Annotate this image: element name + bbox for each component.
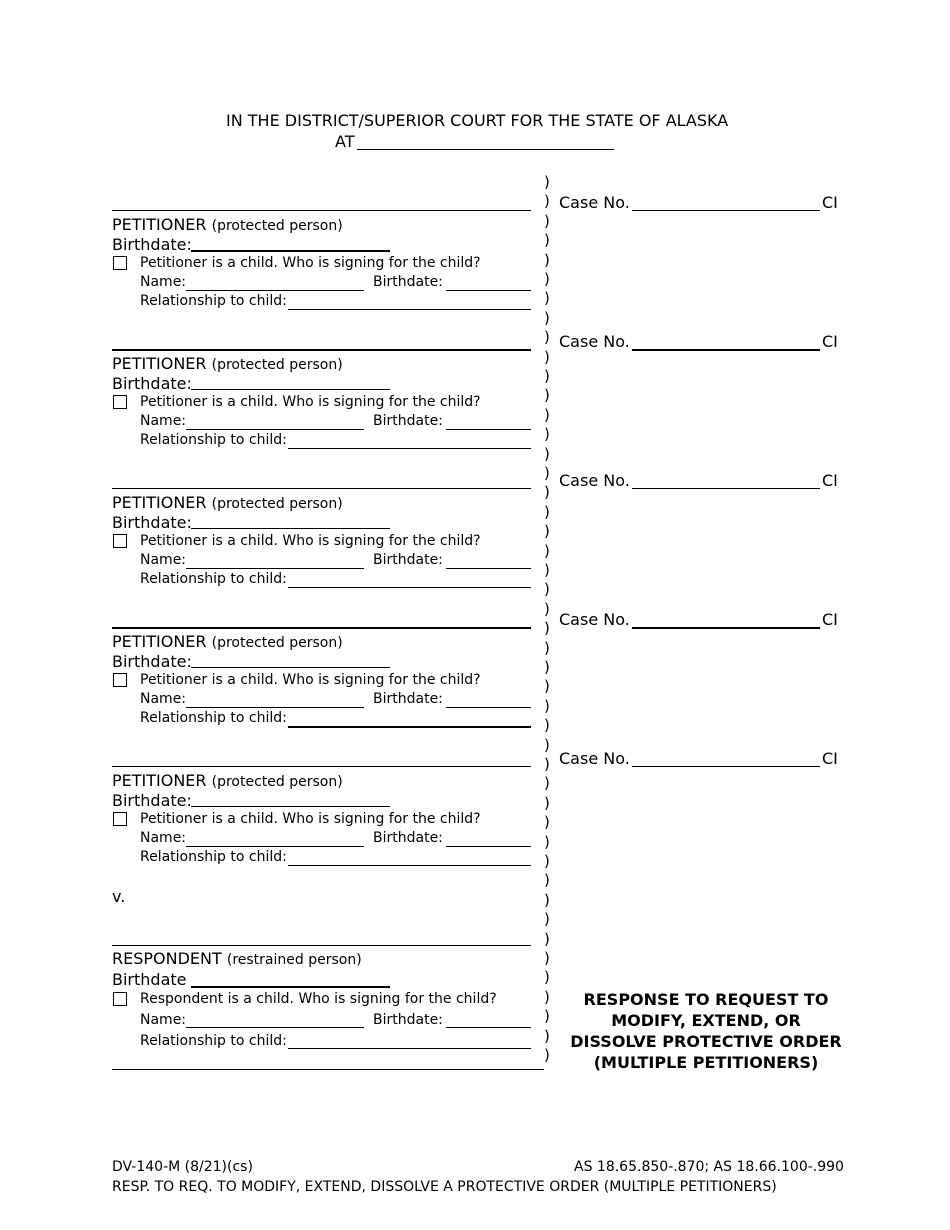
- caption-paren: ): [544, 561, 550, 579]
- caption-paren: ): [544, 580, 550, 598]
- signer-birthdate-line[interactable]: [446, 568, 531, 569]
- case-number-label: Case No.: [559, 193, 630, 212]
- petitioner-child-checkbox[interactable]: [113, 534, 127, 548]
- petitioner-role: [112, 771, 343, 790]
- caption-paren: ): [544, 1007, 550, 1025]
- relationship-line[interactable]: [288, 726, 531, 728]
- case-number-label: Case No.: [559, 610, 630, 629]
- petitioner-birthdate-label: Birthdate:: [112, 374, 192, 393]
- caption-paren: ): [544, 1027, 550, 1045]
- case-number-suffix: CI: [822, 610, 838, 629]
- document-title-line-2: MODIFY, EXTEND, OR: [611, 1011, 801, 1030]
- caption-paren: ): [544, 658, 550, 676]
- petitioner-birthdate-label: Birthdate:: [112, 791, 192, 810]
- signer-birthdate-line[interactable]: [446, 290, 531, 291]
- caption-paren: ): [544, 173, 550, 191]
- petitioner-child-checkbox[interactable]: [113, 673, 127, 687]
- petitioner-name-line[interactable]: [112, 627, 531, 629]
- document-title-line-1: RESPONSE TO REQUEST TO: [583, 990, 829, 1009]
- petitioner-role-label: PETITIONER: [112, 215, 207, 234]
- caption-paren: ): [544, 968, 550, 986]
- respondent-role-label: RESPONDENT: [112, 949, 222, 968]
- caption-paren: ): [544, 891, 550, 909]
- respondent-signer-birthdate-line[interactable]: [446, 1027, 531, 1028]
- respondent-signer-name-line[interactable]: [186, 1027, 364, 1028]
- caption-paren: ): [544, 464, 550, 482]
- caption-paren: ): [544, 813, 550, 831]
- document-title-line-4: (MULTIPLE PETITIONERS): [593, 1053, 819, 1072]
- caption-paren: ): [544, 270, 550, 288]
- petitioner-role: [112, 632, 343, 651]
- respondent-relationship-line[interactable]: [288, 1048, 531, 1049]
- versus-label: v.: [112, 887, 126, 906]
- statute-reference: AS 18.65.850-.870; AS 18.66.100-.990: [574, 1159, 844, 1175]
- caption-paren: ): [544, 736, 550, 754]
- petitioner-role-note: (protected person): [211, 357, 343, 373]
- signer-birthdate-label: Birthdate:: [373, 691, 443, 707]
- petitioner-role-note: (protected person): [211, 218, 343, 234]
- caption-paren: ): [544, 910, 550, 928]
- caption-paren: ): [544, 522, 550, 540]
- petitioner-child-text: Petitioner is a child. Who is signing for the child?: [140, 255, 481, 271]
- caption-paren: ): [544, 425, 550, 443]
- petitioner-child-checkbox[interactable]: [113, 812, 127, 826]
- location-line[interactable]: [357, 149, 614, 150]
- case-number-label: Case No.: [559, 471, 630, 490]
- respondent-name-line[interactable]: [112, 945, 531, 946]
- caption-paren: ): [544, 716, 550, 734]
- case-number-line[interactable]: [632, 627, 820, 629]
- petitioner-name-line[interactable]: [112, 766, 531, 767]
- signer-name-label: Name:: [140, 274, 187, 290]
- respondent-role: [112, 949, 362, 968]
- case-number-label: Case No.: [559, 332, 630, 351]
- caption-paren: ): [544, 619, 550, 637]
- caption-paren: ): [544, 231, 550, 249]
- relationship-label: Relationship to child:: [140, 293, 287, 309]
- signer-name-label: Name:: [140, 552, 187, 568]
- petitioner-birthdate-line[interactable]: [191, 389, 390, 390]
- signer-birthdate-label: Birthdate:: [373, 413, 443, 429]
- petitioner-role-label: PETITIONER: [112, 771, 207, 790]
- signer-name-line[interactable]: [186, 707, 364, 708]
- location-label: AT: [335, 132, 355, 151]
- petitioner-child-checkbox[interactable]: [113, 256, 127, 270]
- caption-paren: ): [544, 600, 550, 618]
- signer-birthdate-label: Birthdate:: [373, 274, 443, 290]
- petitioner-name-line[interactable]: [112, 210, 531, 211]
- caption-paren: ): [544, 406, 550, 424]
- signer-name-label: Name:: [140, 830, 187, 846]
- caption-paren: ): [544, 988, 550, 1006]
- signer-name-line[interactable]: [186, 568, 364, 569]
- caption-paren: ): [544, 192, 550, 210]
- relationship-line[interactable]: [288, 309, 531, 310]
- court-heading: IN THE DISTRICT/SUPERIOR COURT FOR THE STATE OF ALASKA: [226, 111, 729, 130]
- signer-name-line[interactable]: [186, 846, 364, 847]
- caption-paren: ): [544, 445, 550, 463]
- petitioner-name-line[interactable]: [112, 349, 531, 351]
- petitioner-birthdate-label: Birthdate:: [112, 235, 192, 254]
- signer-birthdate-line[interactable]: [446, 429, 531, 430]
- caption-paren: ): [544, 1046, 550, 1064]
- case-number-line[interactable]: [632, 210, 820, 211]
- respondent-birthdate-label: Birthdate: [112, 970, 187, 989]
- case-number-suffix: CI: [822, 332, 838, 351]
- case-number-line[interactable]: [632, 349, 820, 351]
- caption-paren: ): [544, 833, 550, 851]
- document-title: [566, 989, 846, 1073]
- petitioner-role: [112, 215, 343, 234]
- petitioner-role-label: PETITIONER: [112, 632, 207, 651]
- caption-paren: ): [544, 930, 550, 948]
- caption-paren: ): [544, 639, 550, 657]
- caption-paren: ): [544, 367, 550, 385]
- caption-paren: ): [544, 503, 550, 521]
- petitioner-child-text: Petitioner is a child. Who is signing for the child?: [140, 533, 481, 549]
- case-number-label: Case No.: [559, 749, 630, 768]
- respondent-role-note: (restrained person): [226, 952, 362, 968]
- petitioner-child-text: Petitioner is a child. Who is signing for the child?: [140, 672, 481, 688]
- caption-paren: ): [544, 289, 550, 307]
- case-number-suffix: CI: [822, 749, 838, 768]
- petitioner-role: [112, 354, 343, 373]
- petitioner-birthdate-line[interactable]: [191, 528, 390, 529]
- case-number-line[interactable]: [632, 766, 820, 767]
- respondent-signer-name-label: Name:: [140, 1012, 187, 1028]
- case-number-line[interactable]: [632, 488, 820, 489]
- caption-paren: ): [544, 328, 550, 346]
- petitioner-birthdate-line[interactable]: [191, 806, 390, 807]
- petitioner-role-note: (protected person): [211, 496, 343, 512]
- form-title-footer: RESP. TO REQ. TO MODIFY, EXTEND, DISSOLVE A PROTECTIVE ORDER (MULTIPLE PETITIONERS): [112, 1179, 777, 1195]
- petitioner-birthdate-label: Birthdate:: [112, 513, 192, 532]
- case-number-suffix: CI: [822, 471, 838, 490]
- caption-paren: ): [544, 697, 550, 715]
- respondent-signer-birthdate-label: Birthdate:: [373, 1012, 443, 1028]
- respondent-child-checkbox[interactable]: [113, 992, 127, 1006]
- relationship-label: Relationship to child:: [140, 849, 287, 865]
- respondent-relationship-label: Relationship to child:: [140, 1033, 287, 1049]
- petitioner-role-label: PETITIONER: [112, 354, 207, 373]
- caption-paren: ): [544, 483, 550, 501]
- caption-paren: ): [544, 212, 550, 230]
- caption-paren: ): [544, 309, 550, 327]
- signer-name-line[interactable]: [186, 290, 364, 291]
- caption-paren: ): [544, 755, 550, 773]
- petitioner-role-note: (protected person): [211, 774, 343, 790]
- respondent-birthdate-line[interactable]: [191, 986, 390, 988]
- respondent-child-text: Respondent is a child. Who is signing for the child?: [140, 991, 497, 1007]
- caption-paren: ): [544, 949, 550, 967]
- petitioner-birthdate-label: Birthdate:: [112, 652, 192, 671]
- signer-name-line[interactable]: [186, 429, 364, 430]
- signer-birthdate-line[interactable]: [446, 846, 531, 847]
- caption-paren: ): [544, 852, 550, 870]
- petitioner-role-note: (protected person): [211, 635, 343, 651]
- caption-paren: ): [544, 542, 550, 560]
- petitioner-birthdate-line[interactable]: [191, 250, 390, 252]
- petitioner-role: [112, 493, 343, 512]
- signer-birthdate-label: Birthdate:: [373, 830, 443, 846]
- case-number-suffix: CI: [822, 193, 838, 212]
- relationship-line[interactable]: [288, 865, 531, 866]
- caption-paren: ): [544, 677, 550, 695]
- caption-bottom-rule: [112, 1069, 544, 1070]
- relationship-line[interactable]: [288, 587, 531, 588]
- document-title-line-3: DISSOLVE PROTECTIVE ORDER: [570, 1032, 842, 1051]
- caption-paren: ): [544, 386, 550, 404]
- signer-name-label: Name:: [140, 413, 187, 429]
- caption-paren: ): [544, 251, 550, 269]
- signer-birthdate-line[interactable]: [446, 707, 531, 708]
- signer-name-label: Name:: [140, 691, 187, 707]
- caption-paren: ): [544, 794, 550, 812]
- relationship-label: Relationship to child:: [140, 710, 287, 726]
- relationship-line[interactable]: [288, 448, 531, 449]
- relationship-label: Relationship to child:: [140, 432, 287, 448]
- petitioner-child-text: Petitioner is a child. Who is signing for the child?: [140, 811, 481, 827]
- relationship-label: Relationship to child:: [140, 571, 287, 587]
- petitioner-child-text: Petitioner is a child. Who is signing for the child?: [140, 394, 481, 410]
- caption-paren: ): [544, 348, 550, 366]
- petitioner-child-checkbox[interactable]: [113, 395, 127, 409]
- caption-paren: ): [544, 871, 550, 889]
- petitioner-birthdate-line[interactable]: [191, 667, 390, 668]
- caption-paren: ): [544, 774, 550, 792]
- petitioner-name-line[interactable]: [112, 488, 531, 489]
- signer-birthdate-label: Birthdate:: [373, 552, 443, 568]
- form-id: DV-140-M (8/21)(cs): [112, 1159, 253, 1175]
- petitioner-role-label: PETITIONER: [112, 493, 207, 512]
